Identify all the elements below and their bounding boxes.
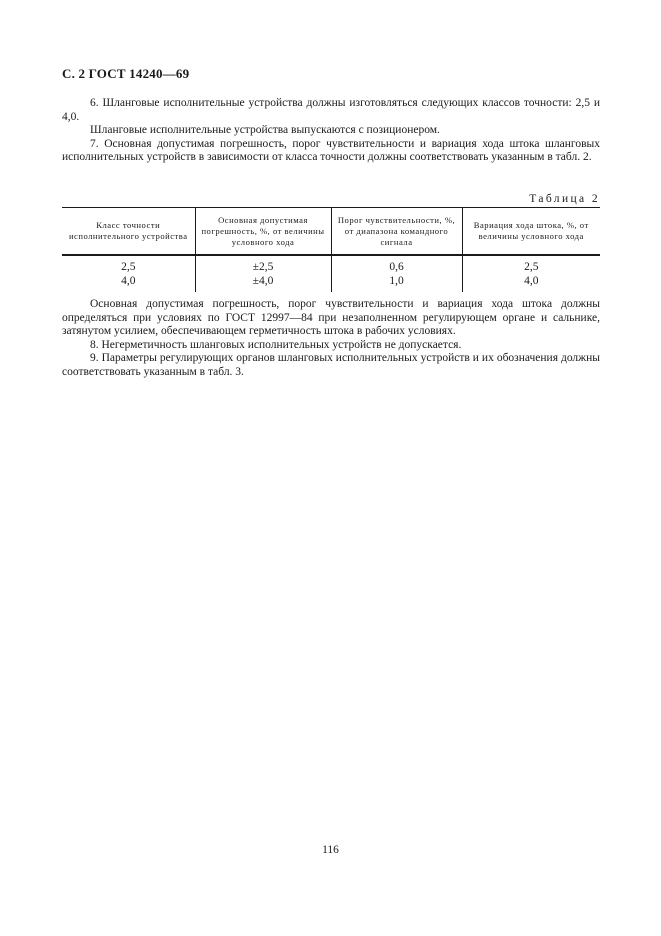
section-paragraphs-6-7 [62, 97, 600, 165]
column-header-basic-error: Основная допустимая погрешность, %, от величины условного хода [195, 208, 331, 256]
section-paragraphs-8-9 [62, 298, 600, 380]
table-cell: 2,5 [462, 260, 600, 274]
table-cell: 1,0 [331, 274, 462, 288]
table-row [62, 274, 600, 288]
column-header-accuracy-class: Класс точности исполнительного устройства [62, 208, 195, 256]
column-header-sensitivity-threshold: Порог чувствительности, %, от диапазона командного сигнала [331, 208, 462, 256]
table-cell: 4,0 [121, 275, 136, 287]
table-header-row [62, 208, 600, 256]
page-header: С. 2 ГОСТ 14240—69 [62, 66, 190, 81]
table-cell: 4,0 [462, 274, 600, 288]
table-row [62, 260, 600, 274]
table-caption: Таблица 2 [529, 193, 600, 205]
paragraph-8: 8. Негерметичность шланговых исполнительных устройств не допускается. [90, 338, 462, 351]
paragraph-7: 7. Основная допустимая погрешность, порог чувствительности и вариация хода штока шланговых исполнительных устройств в зависимости от класса точности должны соответствовать указанным в табл. 2. [62, 137, 600, 164]
paragraph-positioner: Шланговые исполнительные устройства выпускаются с позиционером. [90, 124, 440, 137]
paragraph-9: 9. Параметры регулирующих органов шланговых исполнительных устройств и их обозначения должны соответствовать указанным в табл. 3. [62, 352, 600, 378]
column-header-stroke-variation: Вариация хода штока, %, от величины условного хода [462, 208, 600, 256]
accuracy-table [62, 207, 600, 292]
table-spacer-row [62, 288, 600, 292]
table-cell: ±2,5 [195, 260, 331, 274]
table-cell: 2,5 [121, 261, 136, 273]
paragraph-6: 6. Шланговые исполнительные устройства должны изготовляться следующих классов точности: 2,5 и 4,0. [62, 97, 600, 123]
paragraph-conditions: Основная допустимая погрешность, порог чувствительности и вариация хода штока должны определяться при условиях по ГОСТ 12997—84 при незаполненном регулирующем органе и сальнике, затянутом усилием, обеспечивающем герметичность штока в рабочих условиях. [62, 298, 600, 338]
table-cell: 0,6 [331, 260, 462, 274]
table-cell: ±4,0 [195, 274, 331, 288]
page-number: 116 [322, 844, 339, 856]
